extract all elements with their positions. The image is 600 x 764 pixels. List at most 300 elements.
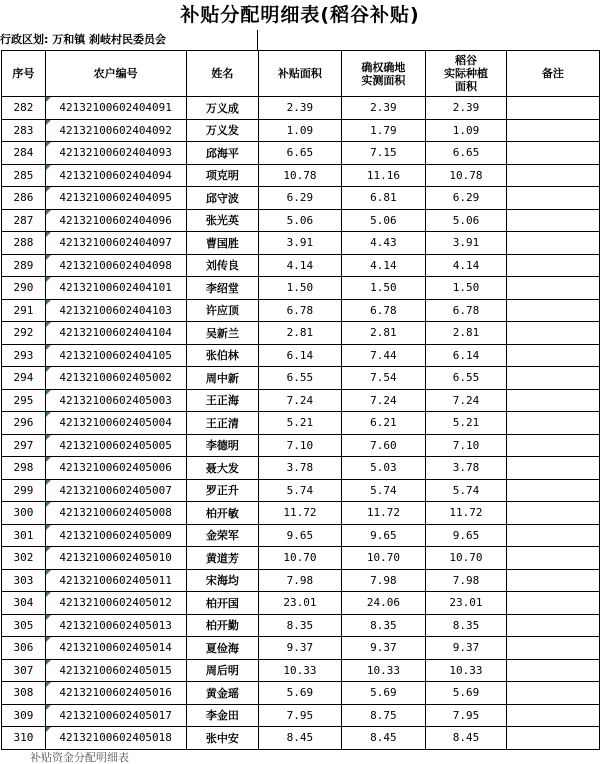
table-header-row: [2, 51, 600, 97]
cell-subsidy-area[interactable]: 1.09: [259, 119, 342, 142]
cell-remark[interactable]: [506, 299, 599, 322]
table-row: [2, 547, 600, 570]
table-row: [2, 119, 600, 142]
cell-farmer-code[interactable]: [45, 727, 186, 750]
cell-confirmed-area[interactable]: 7.44: [341, 344, 426, 367]
cell-farmer-code-text: 42132100602405014: [59, 641, 172, 655]
cell-farmer-code-text: 42132100602405011: [59, 573, 172, 587]
cell-no[interactable]: 306: [2, 637, 46, 660]
cell-confirmed-area[interactable]: 6.21: [341, 412, 426, 435]
cell-comment-flag-icon: [46, 165, 51, 170]
cell-remark[interactable]: [506, 187, 599, 210]
cell-farmer-code-text: 42132100602405006: [59, 461, 172, 475]
cell-planted-area[interactable]: 7.10: [426, 434, 507, 457]
cell-comment-flag-icon: [46, 525, 51, 530]
header-subsidy-area[interactable]: 补贴面积: [259, 51, 342, 97]
cell-confirmed-area[interactable]: 6.78: [341, 299, 426, 322]
cell-no[interactable]: 296: [2, 412, 46, 435]
header-planted-area[interactable]: [426, 51, 507, 97]
cell-comment-flag-icon: [46, 615, 51, 620]
cell-remark[interactable]: [506, 209, 599, 232]
cell-subsidy-area[interactable]: 9.65: [259, 524, 342, 547]
cell-remark[interactable]: [506, 344, 599, 367]
cell-comment-flag-icon: [46, 637, 51, 642]
cell-name[interactable]: 万义发: [186, 119, 259, 142]
cell-comment-flag-icon: [46, 120, 51, 125]
table-row: [2, 434, 600, 457]
cell-comment-flag-icon: [46, 142, 51, 147]
table-row: [2, 232, 600, 255]
cell-farmer-code[interactable]: [45, 254, 186, 277]
table-row: [2, 727, 600, 750]
cell-farmer-code-text: 42132100602404098: [59, 258, 172, 272]
cell-no[interactable]: 302: [2, 547, 46, 570]
cell-no[interactable]: 292: [2, 322, 46, 345]
cell-subsidy-area[interactable]: 7.95: [259, 704, 342, 727]
cell-name[interactable]: 罗正升: [186, 479, 259, 502]
cell-planted-area[interactable]: 6.29: [426, 187, 507, 210]
cell-remark[interactable]: [506, 434, 599, 457]
cell-farmer-code-text: 42132100602404104: [59, 326, 172, 340]
cell-name[interactable]: 张中安: [186, 727, 259, 750]
cell-subsidy-area[interactable]: 1.50: [259, 277, 342, 300]
cell-farmer-code[interactable]: [45, 659, 186, 682]
cell-no[interactable]: 303: [2, 569, 46, 592]
cell-no[interactable]: 297: [2, 434, 46, 457]
cell-farmer-code[interactable]: [45, 344, 186, 367]
cell-remark[interactable]: [506, 97, 599, 120]
cell-comment-flag-icon: [46, 367, 51, 372]
cell-farmer-code[interactable]: [45, 457, 186, 480]
cell-farmer-code[interactable]: [45, 97, 186, 120]
cell-confirmed-area[interactable]: 7.24: [341, 389, 426, 412]
table-row: [2, 299, 600, 322]
header-remark[interactable]: 备注: [506, 51, 599, 97]
cell-remark[interactable]: [506, 367, 599, 390]
subsidy-table: [1, 50, 600, 750]
table-row: [2, 164, 600, 187]
cell-comment-flag-icon: [46, 412, 51, 417]
cell-no[interactable]: 282: [2, 97, 46, 120]
table-body: [2, 97, 600, 750]
cell-farmer-code-text: 42132100602404091: [59, 101, 172, 115]
cell-name[interactable]: 曹国胜: [186, 232, 259, 255]
cell-subsidy-area[interactable]: 8.35: [259, 614, 342, 637]
cell-name[interactable]: 张光英: [186, 209, 259, 232]
region-label: 行政区划: 万和镇 刹岐村民委员会: [0, 33, 167, 46]
cell-farmer-code[interactable]: [45, 479, 186, 502]
cell-subsidy-area[interactable]: 6.78: [259, 299, 342, 322]
cell-no[interactable]: 295: [2, 389, 46, 412]
cell-planted-area[interactable]: 4.14: [426, 254, 507, 277]
cell-name[interactable]: 聂大发: [186, 457, 259, 480]
cell-subsidy-area[interactable]: 6.65: [259, 142, 342, 165]
cell-comment-flag-icon: [46, 705, 51, 710]
table-row: [2, 457, 600, 480]
cell-planted-area[interactable]: 9.65: [426, 524, 507, 547]
cell-confirmed-area[interactable]: 9.65: [341, 524, 426, 547]
cell-comment-flag-icon: [46, 570, 51, 575]
cell-comment-flag-icon: [46, 502, 51, 507]
cell-remark[interactable]: [506, 569, 599, 592]
cell-farmer-code-text: 42132100602404093: [59, 146, 172, 160]
cell-farmer-code-text: 42132100602405018: [59, 731, 172, 745]
table-row: [2, 502, 600, 525]
cell-planted-area[interactable]: 3.78: [426, 457, 507, 480]
cell-comment-flag-icon: [46, 435, 51, 440]
cell-subsidy-area[interactable]: 5.74: [259, 479, 342, 502]
cell-comment-flag-icon: [46, 255, 51, 260]
cell-no[interactable]: 285: [2, 164, 46, 187]
cell-farmer-code[interactable]: [45, 569, 186, 592]
cell-farmer-code[interactable]: [45, 704, 186, 727]
cell-no[interactable]: 304: [2, 592, 46, 615]
cell-no[interactable]: 300: [2, 502, 46, 525]
table-row: [2, 97, 600, 120]
cell-name[interactable]: 邱海平: [186, 142, 259, 165]
cell-name[interactable]: 柏开国: [186, 592, 259, 615]
cell-planted-area[interactable]: 5.21: [426, 412, 507, 435]
cell-no[interactable]: 307: [2, 659, 46, 682]
cell-planted-area[interactable]: 7.98: [426, 569, 507, 592]
cell-confirmed-area[interactable]: 7.98: [341, 569, 426, 592]
cell-no[interactable]: 301: [2, 524, 46, 547]
cell-farmer-code-text: 42132100602405003: [59, 393, 172, 407]
cell-farmer-code-text: 42132100602405004: [59, 416, 172, 430]
cell-farmer-code[interactable]: [45, 322, 186, 345]
cell-subsidy-area[interactable]: 7.24: [259, 389, 342, 412]
cell-remark[interactable]: [506, 254, 599, 277]
cell-name[interactable]: 王正海: [186, 389, 259, 412]
cell-no[interactable]: 291: [2, 299, 46, 322]
cell-name[interactable]: 周后明: [186, 659, 259, 682]
cell-name[interactable]: 李金田: [186, 704, 259, 727]
cell-name[interactable]: 周中新: [186, 367, 259, 390]
cell-farmer-code[interactable]: [45, 682, 186, 705]
cell-comment-flag-icon: [46, 547, 51, 552]
table-row: [2, 142, 600, 165]
cell-comment-flag-icon: [46, 457, 51, 462]
cell-subsidy-area[interactable]: 11.72: [259, 502, 342, 525]
cell-name[interactable]: 柏开敏: [186, 502, 259, 525]
cell-remark[interactable]: [506, 119, 599, 142]
cell-confirmed-area[interactable]: 11.16: [341, 164, 426, 187]
table-row: [2, 682, 600, 705]
cell-farmer-code[interactable]: [45, 637, 186, 660]
cell-confirmed-area[interactable]: 9.37: [341, 637, 426, 660]
table-row: [2, 614, 600, 637]
cell-farmer-code[interactable]: [45, 524, 186, 547]
cell-confirmed-area[interactable]: 6.81: [341, 187, 426, 210]
cell-planted-area[interactable]: 8.45: [426, 727, 507, 750]
cell-planted-area[interactable]: 5.69: [426, 682, 507, 705]
cell-confirmed-area[interactable]: 10.33: [341, 659, 426, 682]
table-row: [2, 412, 600, 435]
cell-planted-area[interactable]: 9.37: [426, 637, 507, 660]
cell-subsidy-area[interactable]: 10.70: [259, 547, 342, 570]
cell-comment-flag-icon: [46, 727, 51, 732]
cell-farmer-code[interactable]: [45, 502, 186, 525]
cell-farmer-code[interactable]: [45, 187, 186, 210]
sheet-title: 补贴分配明细表(稻谷补贴): [180, 4, 420, 26]
cell-remark[interactable]: [506, 322, 599, 345]
cell-no[interactable]: 310: [2, 727, 46, 750]
cell-subsidy-area[interactable]: 7.10: [259, 434, 342, 457]
cell-confirmed-area[interactable]: 1.79: [341, 119, 426, 142]
cell-farmer-code-text: 42132100602404092: [59, 123, 172, 137]
cell-no[interactable]: 299: [2, 479, 46, 502]
cell-subsidy-area[interactable]: 5.21: [259, 412, 342, 435]
cell-remark[interactable]: [506, 659, 599, 682]
cell-confirmed-area[interactable]: 24.06: [341, 592, 426, 615]
cell-subsidy-area[interactable]: 2.39: [259, 97, 342, 120]
cell-remark[interactable]: [506, 614, 599, 637]
cell-confirmed-area[interactable]: 5.03: [341, 457, 426, 480]
cell-planted-area[interactable]: 10.33: [426, 659, 507, 682]
header-name[interactable]: 姓名: [186, 51, 259, 97]
cell-confirmed-area[interactable]: 7.15: [341, 142, 426, 165]
cell-confirmed-area[interactable]: 2.39: [341, 97, 426, 120]
cell-no[interactable]: 286: [2, 187, 46, 210]
table-row: [2, 569, 600, 592]
cell-remark[interactable]: [506, 479, 599, 502]
cell-planted-area[interactable]: 3.91: [426, 232, 507, 255]
cell-remark[interactable]: [506, 547, 599, 570]
table-row: [2, 367, 600, 390]
header-planted-line3: 面积: [454, 80, 477, 93]
cell-farmer-code-text: 42132100602404103: [59, 303, 172, 317]
table-row: [2, 277, 600, 300]
cell-planted-area[interactable]: 8.35: [426, 614, 507, 637]
cell-no[interactable]: 288: [2, 232, 46, 255]
cell-name[interactable]: 李德明: [186, 434, 259, 457]
cell-no[interactable]: 287: [2, 209, 46, 232]
cell-planted-area[interactable]: 6.78: [426, 299, 507, 322]
cell-farmer-code-text: 42132100602404101: [59, 281, 172, 295]
cell-name[interactable]: 吴新兰: [186, 322, 259, 345]
cell-name[interactable]: 张伯林: [186, 344, 259, 367]
cell-planted-area[interactable]: 5.74: [426, 479, 507, 502]
header-confirmed-line1: 确权确地: [361, 60, 406, 74]
cell-comment-flag-icon: [46, 682, 51, 687]
cell-comment-flag-icon: [46, 322, 51, 327]
cell-confirmed-area[interactable]: 7.60: [341, 434, 426, 457]
cell-planted-area[interactable]: 23.01: [426, 592, 507, 615]
cell-remark[interactable]: [506, 142, 599, 165]
cell-farmer-code-text: 42132100602405008: [59, 506, 172, 520]
cell-planted-area[interactable]: 1.09: [426, 119, 507, 142]
table-row: [2, 254, 600, 277]
cell-planted-area[interactable]: 5.06: [426, 209, 507, 232]
cell-farmer-code-text: 42132100602405009: [59, 528, 172, 542]
cell-subsidy-area[interactable]: 2.81: [259, 322, 342, 345]
cell-no[interactable]: 289: [2, 254, 46, 277]
cell-remark[interactable]: [506, 524, 599, 547]
header-confirmed-line2: 实测面积: [361, 73, 406, 87]
cell-subsidy-area[interactable]: 5.69: [259, 682, 342, 705]
cell-name[interactable]: 邱守波: [186, 187, 259, 210]
table-row: [2, 637, 600, 660]
table-row: [2, 479, 600, 502]
cell-comment-flag-icon: [46, 277, 51, 282]
cell-subsidy-area[interactable]: 8.45: [259, 727, 342, 750]
cell-remark[interactable]: [506, 592, 599, 615]
table-row: [2, 592, 600, 615]
cell-confirmed-area[interactable]: 5.06: [341, 209, 426, 232]
sheet-tab[interactable]: 补贴资金分配明细表: [30, 751, 129, 764]
cell-farmer-code[interactable]: [45, 209, 186, 232]
cell-subsidy-area[interactable]: 10.33: [259, 659, 342, 682]
cell-confirmed-area[interactable]: 7.54: [341, 367, 426, 390]
cell-subsidy-area[interactable]: 4.14: [259, 254, 342, 277]
cell-subsidy-area[interactable]: 3.91: [259, 232, 342, 255]
cell-subsidy-area[interactable]: 9.37: [259, 637, 342, 660]
cell-remark[interactable]: [506, 232, 599, 255]
cell-confirmed-area[interactable]: 1.50: [341, 277, 426, 300]
cell-farmer-code[interactable]: [45, 277, 186, 300]
cell-planted-area[interactable]: 6.65: [426, 142, 507, 165]
cell-remark[interactable]: [506, 637, 599, 660]
header-no[interactable]: 序号: [2, 51, 46, 97]
cell-subsidy-area[interactable]: 6.55: [259, 367, 342, 390]
cell-name[interactable]: 黄道芳: [186, 547, 259, 570]
cell-farmer-code-text: 42132100602404105: [59, 348, 172, 362]
cell-comment-flag-icon: [46, 345, 51, 350]
cell-farmer-code-text: 42132100602404097: [59, 236, 172, 250]
cell-confirmed-area[interactable]: 4.43: [341, 232, 426, 255]
cell-farmer-code-text: 42132100602405007: [59, 483, 172, 497]
cell-comment-flag-icon: [46, 660, 51, 665]
header-confirmed-area[interactable]: [341, 51, 426, 97]
cell-comment-flag-icon: [46, 187, 51, 192]
table-row: [2, 209, 600, 232]
cell-no[interactable]: 293: [2, 344, 46, 367]
cell-remark[interactable]: [506, 727, 599, 750]
cell-no[interactable]: 309: [2, 704, 46, 727]
cell-no[interactable]: 298: [2, 457, 46, 480]
cell-name[interactable]: 李绍堂: [186, 277, 259, 300]
cell-farmer-code-text: 42132100602404096: [59, 213, 172, 227]
cell-farmer-code-text: 42132100602405016: [59, 686, 172, 700]
cell-planted-area[interactable]: 10.70: [426, 547, 507, 570]
cell-farmer-code[interactable]: [45, 592, 186, 615]
cell-planted-area[interactable]: 7.95: [426, 704, 507, 727]
cell-farmer-code[interactable]: [45, 412, 186, 435]
cell-comment-flag-icon: [46, 210, 51, 215]
cell-name[interactable]: 王正清: [186, 412, 259, 435]
cell-planted-area[interactable]: 2.39: [426, 97, 507, 120]
cell-farmer-code-text: 42132100602405005: [59, 438, 172, 452]
cell-confirmed-area[interactable]: 11.72: [341, 502, 426, 525]
cell-farmer-code-text: 42132100602404094: [59, 168, 172, 182]
cell-remark[interactable]: [506, 389, 599, 412]
cell-planted-area[interactable]: 6.55: [426, 367, 507, 390]
cell-farmer-code-text: 42132100602405002: [59, 371, 172, 385]
cell-subsidy-area[interactable]: 6.29: [259, 187, 342, 210]
cell-planted-area[interactable]: 1.50: [426, 277, 507, 300]
cell-subsidy-area[interactable]: 5.06: [259, 209, 342, 232]
cell-confirmed-area[interactable]: 8.45: [341, 727, 426, 750]
cell-name[interactable]: 刘传良: [186, 254, 259, 277]
cell-farmer-code[interactable]: [45, 367, 186, 390]
cell-name[interactable]: 黄金瑶: [186, 682, 259, 705]
cell-no[interactable]: 308: [2, 682, 46, 705]
cell-subsidy-area[interactable]: 6.14: [259, 344, 342, 367]
cell-farmer-code-text: 42132100602405015: [59, 663, 172, 677]
cell-planted-area[interactable]: 11.72: [426, 502, 507, 525]
cell-remark[interactable]: [506, 502, 599, 525]
header-planted-line1: 稻谷: [454, 54, 477, 67]
cell-name[interactable]: 项克明: [186, 164, 259, 187]
table-row: [2, 322, 600, 345]
cell-subsidy-area[interactable]: 23.01: [259, 592, 342, 615]
header-divider: [257, 30, 258, 50]
cell-planted-area[interactable]: 6.14: [426, 344, 507, 367]
cell-remark[interactable]: [506, 164, 599, 187]
table-row: [2, 704, 600, 727]
cell-farmer-code[interactable]: [45, 232, 186, 255]
cell-planted-area[interactable]: 7.24: [426, 389, 507, 412]
cell-no[interactable]: 283: [2, 119, 46, 142]
cell-name[interactable]: 许应顶: [186, 299, 259, 322]
cell-remark[interactable]: [506, 277, 599, 300]
cell-no[interactable]: 305: [2, 614, 46, 637]
cell-name[interactable]: 万义成: [186, 97, 259, 120]
cell-remark[interactable]: [506, 412, 599, 435]
cell-farmer-code[interactable]: [45, 164, 186, 187]
cell-confirmed-area[interactable]: 2.81: [341, 322, 426, 345]
cell-confirmed-area[interactable]: 8.35: [341, 614, 426, 637]
cell-comment-flag-icon: [46, 390, 51, 395]
cell-confirmed-area[interactable]: 5.69: [341, 682, 426, 705]
cell-farmer-code[interactable]: [45, 119, 186, 142]
cell-no[interactable]: 284: [2, 142, 46, 165]
cell-confirmed-area[interactable]: 10.70: [341, 547, 426, 570]
cell-name[interactable]: 宋海均: [186, 569, 259, 592]
cell-farmer-code[interactable]: [45, 434, 186, 457]
cell-subsidy-area[interactable]: 10.78: [259, 164, 342, 187]
table-row: [2, 524, 600, 547]
cell-subsidy-area[interactable]: 3.78: [259, 457, 342, 480]
cell-name[interactable]: 柏开勤: [186, 614, 259, 637]
cell-no[interactable]: 290: [2, 277, 46, 300]
cell-confirmed-area[interactable]: 4.14: [341, 254, 426, 277]
cell-remark[interactable]: [506, 682, 599, 705]
header-code[interactable]: 农户编号: [45, 51, 186, 97]
cell-name[interactable]: 夏俭海: [186, 637, 259, 660]
cell-farmer-code[interactable]: [45, 389, 186, 412]
cell-confirmed-area[interactable]: 5.74: [341, 479, 426, 502]
cell-remark[interactable]: [506, 704, 599, 727]
cell-comment-flag-icon: [46, 592, 51, 597]
cell-confirmed-area[interactable]: 8.75: [341, 704, 426, 727]
table-row: [2, 344, 600, 367]
cell-subsidy-area[interactable]: 7.98: [259, 569, 342, 592]
header-planted-line2: 实际种植: [443, 67, 488, 80]
cell-planted-area[interactable]: 10.78: [426, 164, 507, 187]
cell-planted-area[interactable]: 2.81: [426, 322, 507, 345]
cell-farmer-code[interactable]: [45, 614, 186, 637]
cell-remark[interactable]: [506, 457, 599, 480]
cell-no[interactable]: 294: [2, 367, 46, 390]
cell-farmer-code[interactable]: [45, 142, 186, 165]
cell-farmer-code[interactable]: [45, 299, 186, 322]
cell-comment-flag-icon: [46, 300, 51, 305]
table-row: [2, 389, 600, 412]
cell-farmer-code[interactable]: [45, 547, 186, 570]
cell-farmer-code-text: 42132100602405012: [59, 596, 172, 610]
cell-name[interactable]: 金荣军: [186, 524, 259, 547]
